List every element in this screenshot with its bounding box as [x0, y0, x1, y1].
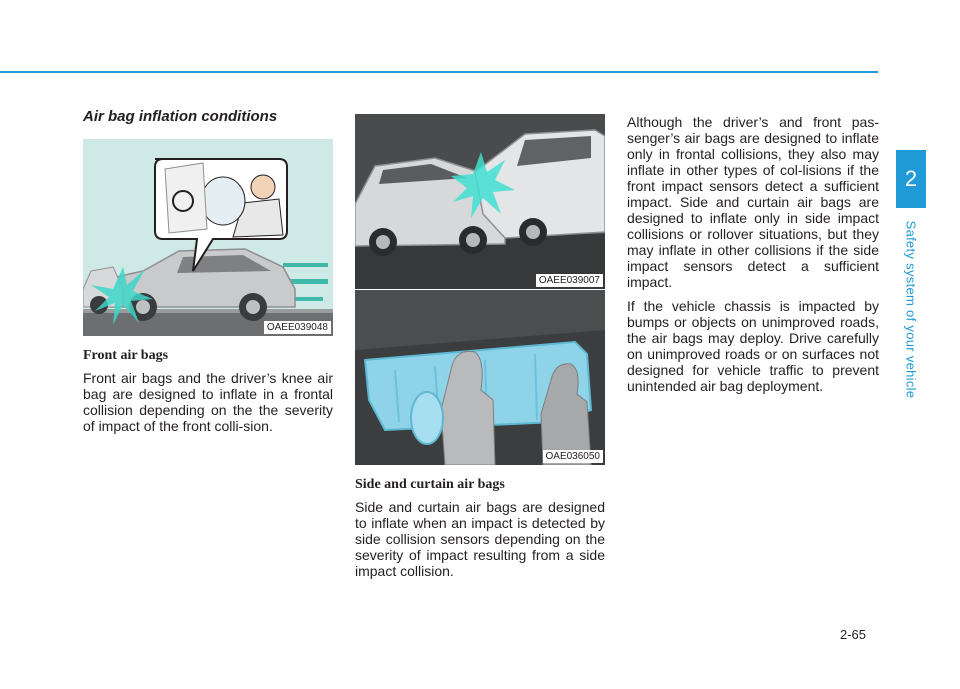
front-airbag-figure — [83, 139, 333, 336]
chapter-title-vertical — [896, 209, 926, 410]
side-impact-illustration — [355, 114, 605, 289]
chapter-number-tab: 2 — [896, 150, 926, 208]
column-1 — [83, 108, 333, 442]
side-curtain-text: Side and curtain air bags are designed to inflate when an impact is detected by side collision sensors depending on the severity of impact resulting from a side impact collision. — [355, 499, 605, 579]
front-air-bags-heading: Front air bags — [83, 348, 169, 363]
top-rule — [0, 71, 878, 73]
front-collision-illustration — [83, 139, 333, 336]
curtain-airbag-illustration — [355, 290, 605, 465]
figure-code: OAE036050 — [543, 450, 604, 463]
front-air-bags-text: Front air bags and the driver’s knee air bag are designed to inflate in a frontal collision depending on the the severity of impact of the front colli-sion. — [83, 370, 333, 434]
column-3 — [627, 114, 879, 402]
column-2 — [355, 114, 605, 587]
side-impact-figure — [355, 114, 605, 289]
page-number: 2-65 — [840, 627, 867, 642]
figure-code: OAEE039048 — [264, 321, 331, 334]
side-curtain-heading: Side and curtain air bags — [355, 477, 505, 492]
deployment-paragraph-1: Although the driver’s and front pas-senger’s air bags are designed to inflate only in frontal collisions, they also may inflate in other types of col-lisions if the front impact sensors detect a sufficient impact. Side and curtain air bags are designed to inflate only in side impact collisions or rollover situations, but they may inflate in other collisions if the side impact sensors detect a sufficient impact. — [627, 114, 879, 290]
deployment-paragraph-2: If the vehicle chassis is impacted by bumps or objects on unimproved roads, the air bags may deploy. Drive carefully on unimproved roads or on surfaces not designed for vehicle traffic to prevent unintended air bag deployment. — [627, 298, 879, 394]
figure-code: OAEE039007 — [536, 274, 603, 287]
chapter-title-label: Safety system of your vehicle — [903, 220, 919, 399]
section-title: Air bag inflation conditions — [83, 108, 278, 125]
curtain-airbag-figure — [355, 290, 605, 465]
